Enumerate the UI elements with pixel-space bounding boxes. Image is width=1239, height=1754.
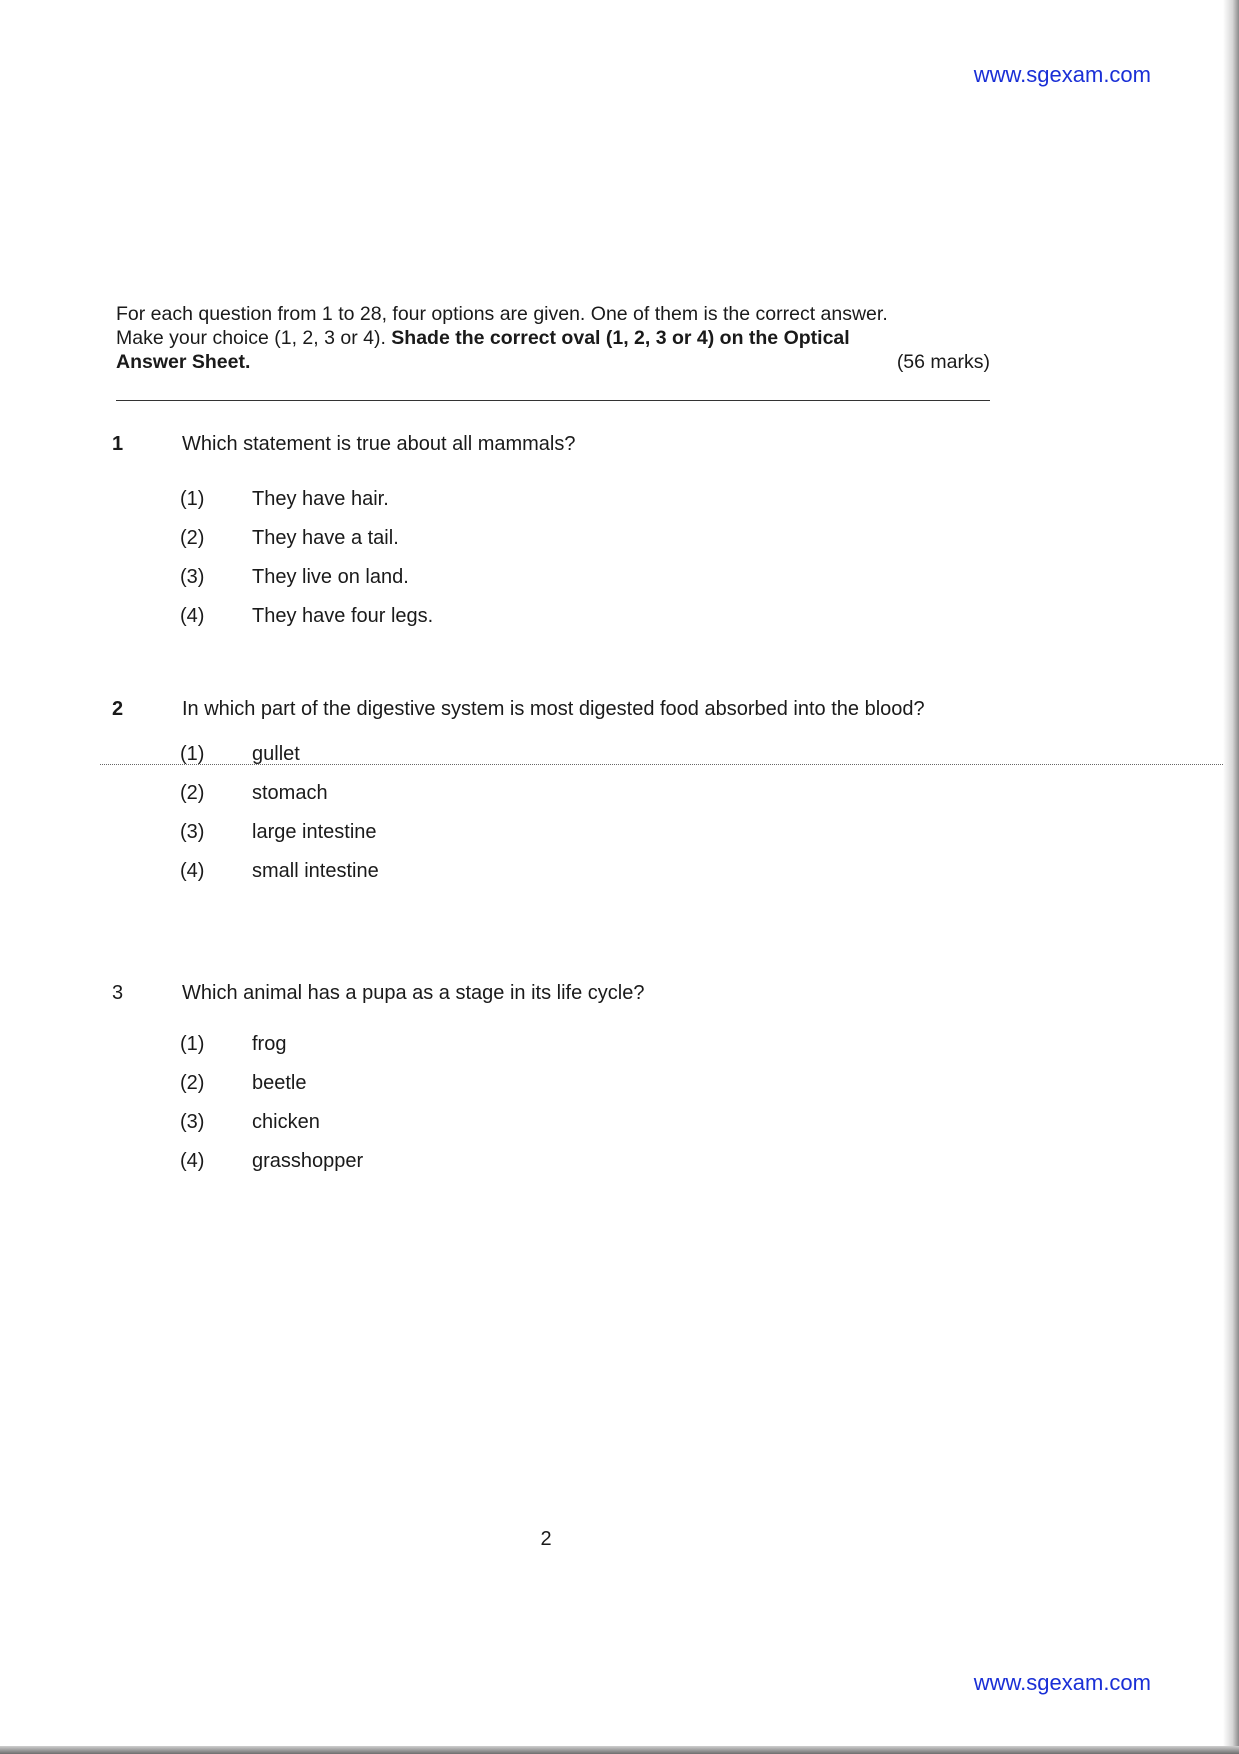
option-label: (1) xyxy=(180,488,205,510)
option-item xyxy=(180,1032,972,1071)
scan-bottom-edge xyxy=(0,1746,1239,1754)
option-text: small intestine xyxy=(252,860,379,882)
option-text: They have four legs. xyxy=(252,605,434,627)
option-text: They live on land. xyxy=(252,566,409,588)
option-item xyxy=(180,526,972,565)
question-number: 3 xyxy=(112,982,124,1004)
instructions-line-2-bold: Shade the correct oval (1, 2, 3 or 4) on the Optical xyxy=(391,327,850,349)
question-2 xyxy=(112,697,972,898)
options-list xyxy=(180,487,972,643)
options-list xyxy=(180,742,972,898)
header-website-link[interactable]: www.sgexam.com xyxy=(973,62,1151,87)
section-divider xyxy=(116,400,990,401)
instructions-line-2 xyxy=(116,326,990,350)
question-1 xyxy=(112,432,972,643)
instructions-line-3 xyxy=(116,350,990,374)
option-label: (3) xyxy=(180,1111,205,1133)
option-text: gullet xyxy=(252,743,300,765)
scan-right-edge xyxy=(1223,0,1239,1754)
option-text: They have a tail. xyxy=(252,527,399,549)
question-number: 2 xyxy=(112,698,124,720)
option-item xyxy=(180,742,972,781)
option-label: (4) xyxy=(180,860,205,882)
option-text: stomach xyxy=(252,782,328,804)
option-label: (3) xyxy=(180,821,205,843)
option-label: (4) xyxy=(180,1150,205,1172)
total-marks: (56 marks) xyxy=(896,351,990,373)
instructions-line-3-bold: Answer Sheet. xyxy=(116,351,251,373)
instructions-line-2-plain: Make your choice (1, 2, 3 or 4). xyxy=(116,327,392,349)
option-label: (1) xyxy=(180,743,205,765)
option-item xyxy=(180,859,972,898)
option-item xyxy=(180,1071,972,1110)
option-item xyxy=(180,820,972,859)
option-label: (3) xyxy=(180,566,205,588)
option-text: chicken xyxy=(252,1111,320,1133)
option-item xyxy=(180,565,972,604)
page-number: 2 xyxy=(540,1528,552,1550)
footer-website-link[interactable]: www.sgexam.com xyxy=(973,1670,1151,1695)
option-text: They have hair. xyxy=(252,488,389,510)
option-text: beetle xyxy=(252,1072,307,1094)
option-label: (2) xyxy=(180,782,205,804)
option-text: frog xyxy=(252,1033,287,1055)
question-text: Which statement is true about all mammals? xyxy=(182,433,576,455)
instructions-line-1: For each question from 1 to 28, four options are given. One of them is the correct answer. xyxy=(116,303,888,325)
option-item xyxy=(180,604,972,643)
options-list xyxy=(180,1032,972,1188)
question-3 xyxy=(112,981,972,1188)
option-label: (1) xyxy=(180,1033,205,1055)
option-text: large intestine xyxy=(252,821,377,843)
option-text: grasshopper xyxy=(252,1150,364,1172)
question-text: In which part of the digestive system is most digested food absorbed into the blood? xyxy=(182,698,925,720)
option-item xyxy=(180,1110,972,1149)
question-number: 1 xyxy=(112,433,124,455)
option-item xyxy=(180,781,972,820)
instructions xyxy=(116,302,990,374)
question-text: Which animal has a pupa as a stage in its life cycle? xyxy=(182,982,645,1004)
scan-line xyxy=(100,764,1235,765)
option-item xyxy=(180,487,972,526)
option-label: (4) xyxy=(180,605,205,627)
option-item xyxy=(180,1149,972,1188)
option-label: (2) xyxy=(180,1072,205,1094)
option-label: (2) xyxy=(180,527,205,549)
